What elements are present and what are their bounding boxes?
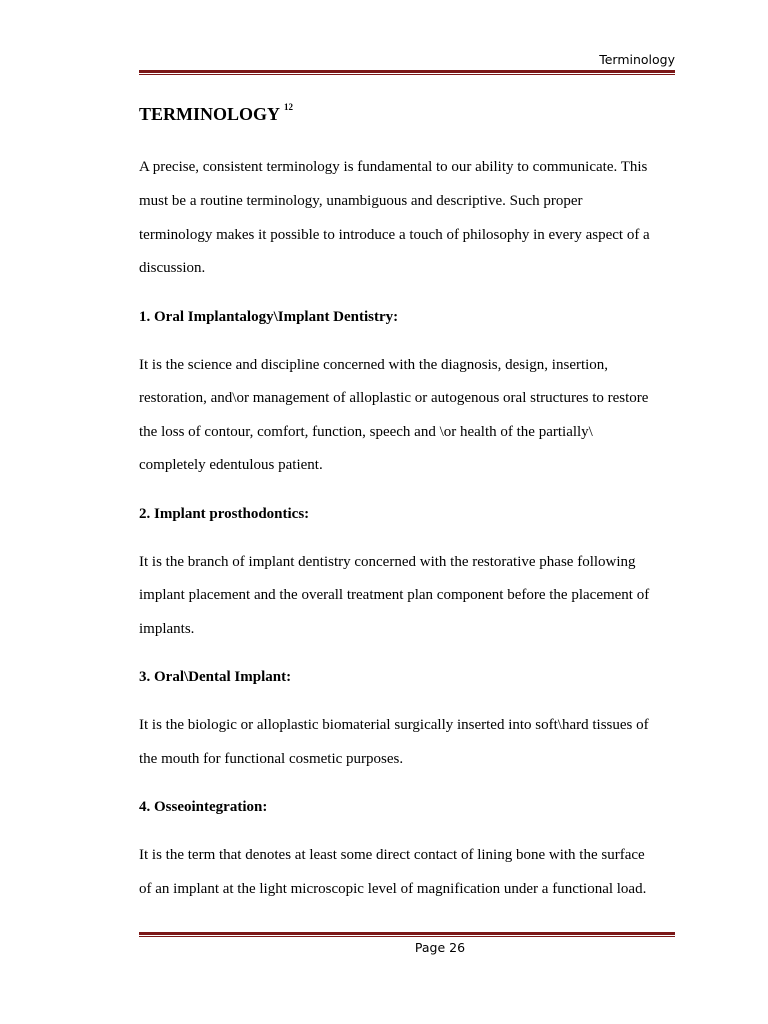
section-line: It is the biologic or alloplastic biomaterial surgically inserted into soft\hard tissues of bbox=[139, 717, 649, 733]
section-line: restoration, and\or management of alloplastic or autogenous oral structures to restore bbox=[139, 390, 649, 406]
running-header: Terminology bbox=[599, 52, 675, 67]
page-title bbox=[139, 104, 293, 125]
header-rule bbox=[139, 70, 675, 75]
section-line: the loss of contour, comfort, function, speech and \or health of the partially\ bbox=[139, 424, 593, 440]
section-line: It is the term that denotes at least some direct contact of lining bone with the surface bbox=[139, 847, 645, 863]
section-line: It is the science and discipline concerned with the diagnosis, design, insertion, bbox=[139, 357, 609, 373]
footer-rule bbox=[139, 932, 675, 937]
page-number: Page 26 bbox=[414, 940, 466, 955]
section-line: the mouth for functional cosmetic purposes. bbox=[139, 751, 404, 767]
intro-line: discussion. bbox=[139, 260, 206, 276]
section-line: implants. bbox=[139, 621, 195, 637]
section-line: implant placement and the overall treatment plan component before the placement of bbox=[139, 587, 650, 603]
section-line: of an implant at the light microscopic level of magnification under a functional load. bbox=[139, 881, 647, 897]
section-line: It is the branch of implant dentistry concerned with the restorative phase following bbox=[139, 554, 636, 570]
page-title-text: TERMINOLOGY bbox=[139, 104, 281, 124]
section-heading: 3. Oral\Dental Implant: bbox=[139, 669, 292, 685]
section-heading: 1. Oral Implantalogy\Implant Dentistry: bbox=[139, 309, 399, 325]
section-heading: 2. Implant prosthodontics: bbox=[139, 506, 310, 522]
section-heading: 4. Osseointegration: bbox=[139, 799, 268, 815]
intro-line: terminology makes it possible to introduce a touch of philosophy in every aspect of a bbox=[139, 227, 650, 243]
title-superscript: 12 bbox=[284, 102, 294, 112]
intro-line: A precise, consistent terminology is fundamental to our ability to communicate. This bbox=[139, 159, 648, 175]
intro-line: must be a routine terminology, unambiguous and descriptive. Such proper bbox=[139, 193, 583, 209]
section-line: completely edentulous patient. bbox=[139, 457, 323, 473]
